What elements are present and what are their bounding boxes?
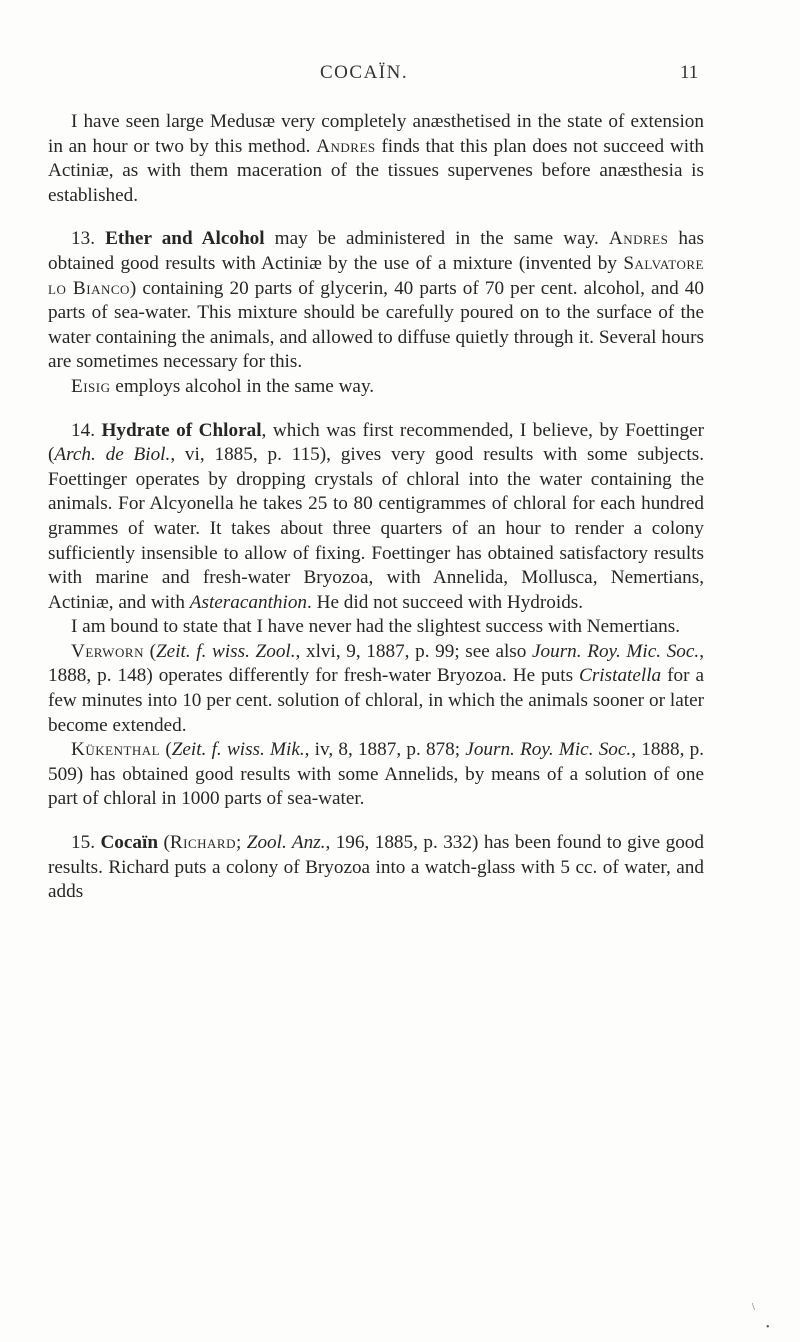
page-number: 11 bbox=[680, 62, 699, 83]
section-13: 13. Ether and Alcohol may be administered in the same way. Andres has obtained good results with Actiniæ by the use of a mixture (invented by Salvatore lo Bianco) containing 20 parts of glycerin, 40 parts of 70 per cent. alcohol, and 40 parts of sea-water. This mixture should be carefully poured on to the surface of the water containing the animals, and allowed to diffuse quietly through it. Several hours are sometimes necessary for this. bbox=[48, 228, 704, 373]
paragraph-eisig: Eisig employs alcohol in the same way. bbox=[71, 375, 375, 397]
scan-mark: \ bbox=[752, 1302, 755, 1313]
genus-asteracanthion: Asteracanthion bbox=[189, 591, 308, 613]
citation-journ-roy-mic-soc: Journ. Roy. Mic. Soc. bbox=[465, 739, 632, 761]
author-andres: Andres bbox=[608, 228, 669, 250]
paragraph-kukenthal: Kükenthal (Zeit. f. wiss. Mik., iv, 8, 1887, p. 878; Journ. Roy. Mic. Soc., 1888, p. 509) has obtained good results with some Annelids, by means of a solution of one part of chloral in 1000 parts of sea-water. bbox=[48, 739, 705, 810]
citation-zool-anz: Zool. Anz. bbox=[246, 832, 326, 854]
citation-journ-roy-mic-soc: Journ. Roy. Mic. Soc. bbox=[532, 640, 700, 662]
section-14-heading: Hydrate of Chloral bbox=[101, 419, 262, 441]
genus-cristatella: Cristatella bbox=[579, 665, 662, 687]
paragraph-verworn: Verworn (Zeit. f. wiss. Zool., xlvi, 9, 1887, p. 99; see also Journ. Roy. Mic. Soc., 1888, p. 148) operates differently for fresh-water Bryozoa. He puts Cristatella for a few minutes into 10 per cent. solution of chloral, in which the animals sooner or later become extended. bbox=[48, 640, 705, 736]
section-15-number: 15. bbox=[71, 832, 101, 854]
section-13-heading: Ether and Alcohol bbox=[105, 228, 265, 250]
author-andres: Andres bbox=[316, 135, 376, 157]
paragraph-nemertians: I am bound to state that I have never had the slightest success with Nemertians. bbox=[71, 616, 681, 638]
running-head bbox=[0, 62, 800, 92]
section-15: 15. Cocaïn (Richard; Zool. Anz., 196, 1885, p. 332) has been found to give good results. Richard puts a colony of Bryozoa into a watch-glass with 5 cc. of water, and adds bbox=[48, 832, 704, 903]
paragraph-medusae: I have seen large Medusæ very completely anæsthetised in the state of extension in an hour or two by this method. Andres finds that this plan does not succeed with Actiniæ, as with them maceration of the tissues supervenes before anæsthesia is established. bbox=[48, 111, 704, 206]
author-kukenthal: Kükenthal bbox=[71, 739, 161, 761]
citation-arch-de-biol: Arch. de Biol. bbox=[54, 444, 171, 466]
scan-dot: • bbox=[766, 1322, 770, 1333]
citation-zeit-wiss-mik: Zeit. f. wiss. Mik. bbox=[171, 739, 305, 761]
running-title: COCAÏN. bbox=[320, 62, 409, 83]
section-14: 14. Hydrate of Chloral, which was first recommended, I believe, by Foettinger (Arch. de Biol., vi, 1885, p. 115), gives very good results with some subjects. Foettinger operates by dropping crystals of chloral into the water containing the animals. For Alcyonella he takes 25 to 80 centigrammes of chloral for each hundred grammes of water. It takes about three quarters of an hour to render a colony sufficiently insensible to allow of fixing. Foettinger has obtained satisfactory results with marine and fresh-water Bryozoa, with Annelida, Mollusca, Nemertians, Actiniæ, and with Asteracanthion. He did not succeed with Hydroids. bbox=[48, 419, 704, 613]
section-14-number: 14. bbox=[71, 419, 102, 441]
author-eisig: Eisig bbox=[71, 375, 111, 397]
author-richard: Richard bbox=[169, 832, 236, 854]
body-text bbox=[48, 110, 704, 905]
section-15-heading: Cocaïn bbox=[100, 832, 158, 854]
author-salvatore-lo-bianco: Salvatore lo Bianco bbox=[48, 252, 704, 299]
citation-zeit-wiss-zool: Zeit. f. wiss. Zool. bbox=[156, 640, 296, 662]
author-verworn: Verworn bbox=[71, 640, 144, 662]
section-13-number: 13. bbox=[71, 228, 106, 250]
